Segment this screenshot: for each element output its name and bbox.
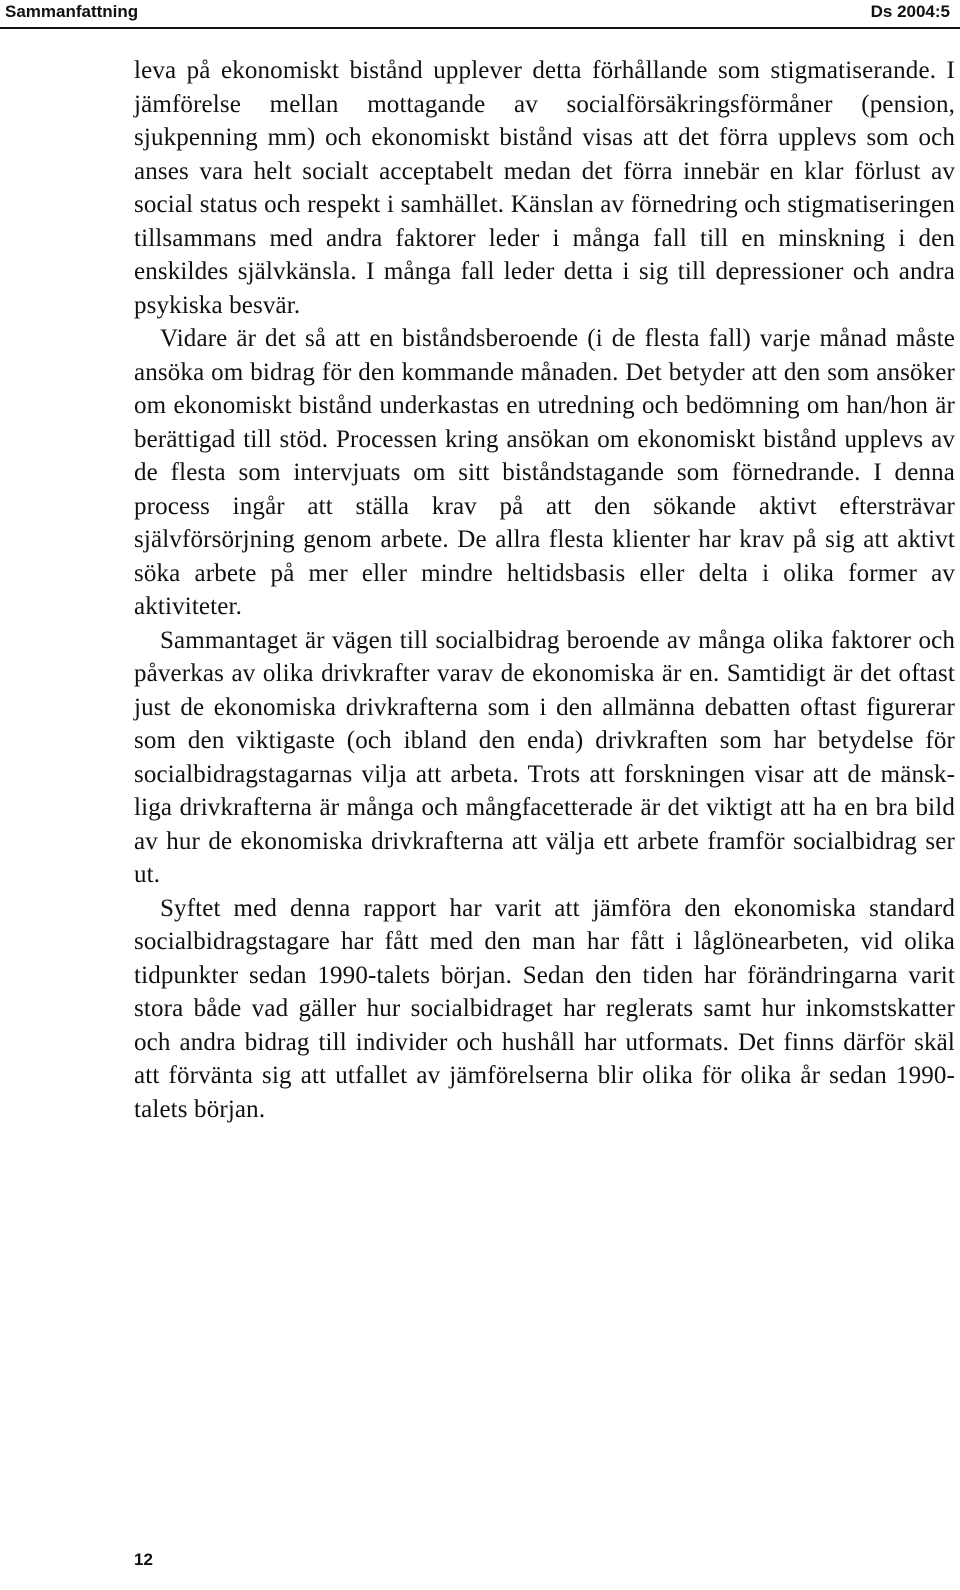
paragraph-3: Sammantaget är vägen till socialbidrag beroende av många olika faktorer och påverkas av olika drivkrafter varav de ekonomiska är en. Samtidigt är det oftast just de ekonomiska drivkrafterna som i den allmänna debatten oftast figurerar som den viktigaste (och ibland den enda) drivkraften som har betydelse för socialbidragstagarnas vilja att arbeta. Trots att forskningen visar att de mänskliga drivkrafterna är många och mångfacetterade är det viktigt att ha en bra bild av hur de ekonomiska drivkrafterna att välja ett arbete framför socialbidrag ser ut. [134,626,955,888]
body-text [134,54,955,1126]
running-header [0,0,960,26]
paragraph-4: Syftet med denna rapport har varit att jämföra den ekonomiska standard socialbidragstagare har fått med den man har fått i låglönearbeten, vid olika tidpunkter sedan 1990-talets början. Sedan den tiden har förändringarna varit stora både vad gäller hur socialbidraget har reglerats samt hur inkomstskatter och andra bidrag till individer och hushåll har utformats. Det finns därför skäl att förvänta sig att utfallet av jämförelserna blir olika för olika år sedan 1990-talets början. [134,894,955,1123]
page-number: 12 [134,1550,153,1569]
document-id: Ds 2004:5 [870,2,950,21]
section-title: Sammanfattning [5,2,139,21]
paragraph-2: Vidare är det så att en biståndsberoende (i de flesta fall) varje månad måste ansöka om bidrag för den kommande månaden. Det betyder att den som ansöker om ekonomiskt bistånd underkastas en utredning och bedömning om han/hon är berättigad till stöd. Processen kring ansökan om ekonomiskt bistånd upplevs av de flesta som intervjuats om sitt biståndstagande som förnedrande. I denna process ingår att ställa krav på att den sökande aktivt eftersträvar självförsörjning genom arbete. De allra flesta klienter har krav på sig att aktivt söka arbete på mer eller mindre heltidsbasis eller delta i olika former av aktiviteter. [134,325,955,620]
header-rule [0,27,960,29]
paragraph-1: leva på ekonomiskt bistånd upplever detta förhållande som stigmatiserande. I jämförelse mellan mottagande av socialförsäkringsförmåner (pension, sjukpenning mm) och ekonomiskt bistånd visas att det förra upplevs som och anses vara helt socialt acceptabelt medan det förra innebär en klar förlust av social status och respekt i samhället. Känslan av förnedring och stigmatiseringen tillsammans med andra faktorer leder i många fall till en minskning i den enskildes självkänsla. I många fall leder detta i sig till depressioner och andra psykiska besvär. [134,57,955,319]
